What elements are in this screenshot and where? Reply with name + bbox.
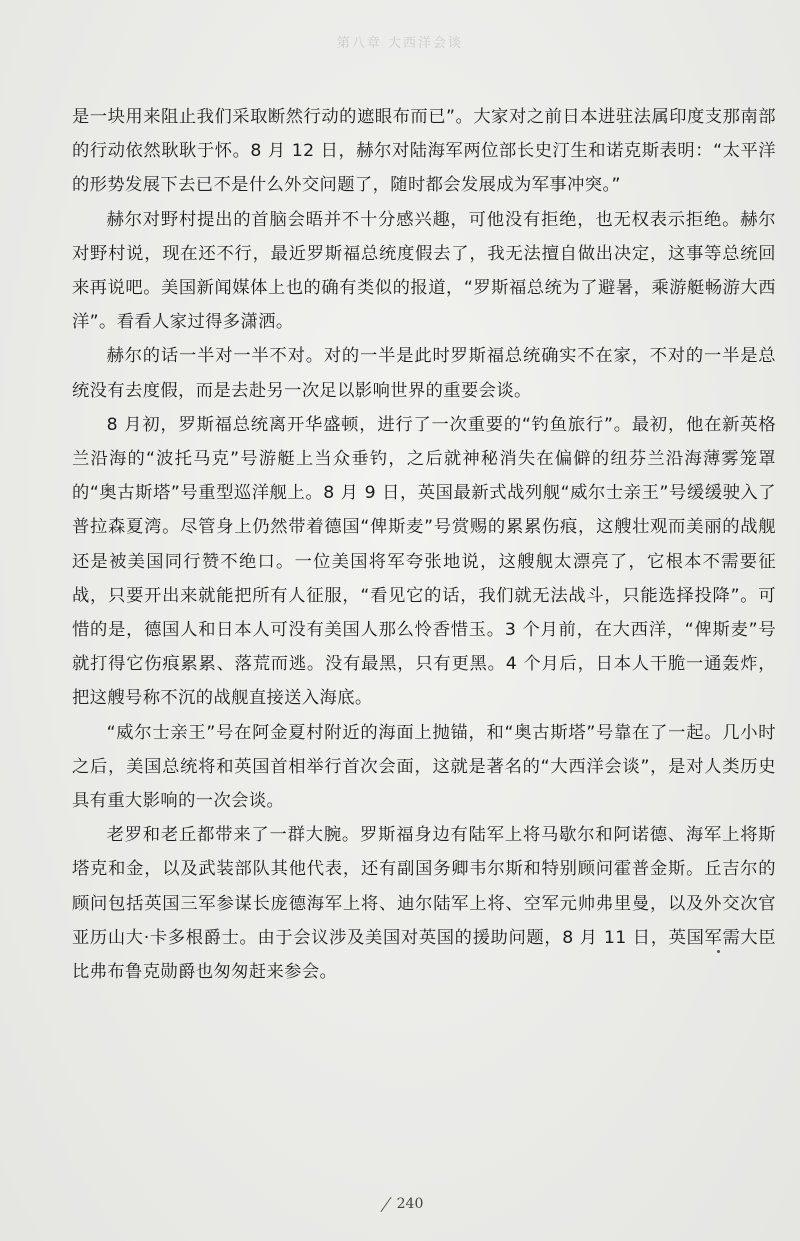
paragraph-continuation: 是一块用来阻止我们采取断然行动的遮眼布而已”。大家对之前日本进驻法属印度支那南部的行动依然耿耿于怀。8 月 12 日，赫尔对陆海军两位部长史汀生和诺克斯表明：“太平洋的形势发展下去已不是什么外交问题了，随时都会发展成为军事冲突。” [72, 107, 776, 196]
page-number [0, 1196, 800, 1212]
body-text [72, 100, 776, 989]
paragraph: 赫尔对野村提出的首脑会晤并不十分感兴趣，可他没有拒绝，也无权表示拒绝。赫尔对野村说，现在还不行，最近罗斯福总统度假去了，我无法擅自做出决定，这事等总统回来再说吧。美国新闻媒体上也的确有类似的报道，“罗斯福总统为了避暑，乘游艇畅游大西洋”。看看人家过得多潇洒。 [72, 209, 776, 333]
paragraph: 赫尔的话一半对一半不对。对的一半是此时罗斯福总统确实不在家，不对的一半是总统没有去度假，而是去赴另一次足以影响世界的重要会谈。 [72, 346, 776, 401]
running-head: 第八章 大西洋会谈 [336, 36, 464, 51]
paragraph: 老罗和老丘都带来了一群大腕。罗斯福身边有陆军上将马歇尔和阿诺德、海军上将斯塔克和金，以及武装部队其他代表，还有副国务卿韦尔斯和特别顾问霍普金斯。丘吉尔的顾问包括英国三军参谋长庞德海军上将、迪尔陆军上将、空军元帅弗里曼，以及外交次官亚历山大·卡多根爵士。由于会议涉及美国对英国的援助问题，8 月 11 日，英国军需大臣比弗布鲁克勋爵也匆匆赶来参会。 [72, 825, 776, 983]
page-number-slash-ornament [380, 1196, 391, 1211]
page-number-value: 240 [396, 1196, 424, 1212]
paragraph: 8 月初，罗斯福总统离开华盛顿，进行了一次重要的“钓鱼旅行”。最初，他在新英格兰沿海的“波托马克”号游艇上当众垂钓，之后就神秘消失在偏僻的纽芬兰沿海薄雾笼罩的“奥古斯塔”号重型巡洋舰上。8 月 9 日，英国最新式战列舰“威尔士亲王”号缓缓驶入了普拉森夏湾。尽管身上仍然带着德国“俾斯麦”号赏赐的累累伤痕，这艘壮观而美丽的战舰还是被美国同行赞不绝口。一位美国将军夸张地说，这艘舰太漂亮了，它根本不需要征战，只要开出来就能把所有人征服，“看见它的话，我们就无法战斗，只能选择投降”。可惜的是，德国人和日本人可没有美国人那么怜香惜玉。3 个月前，在大西洋，“俾斯麦”号就打得它伤痕累累、落荒而逃。没有最黑，只有更黑。4 个月后，日本人干脆一通轰炸，把这艘号称不沉的战舰直接送入海底。 [72, 414, 776, 709]
ink-speck [717, 950, 720, 953]
paragraph: “威尔士亲王”号在阿金夏村附近的海面上抛锚，和“奥古斯塔”号靠在了一起。几小时之后，美国总统将和英国首相举行首次会面，这就是著名的“大西洋会谈”，是对人类历史具有重大影响的一次会谈。 [72, 722, 776, 812]
